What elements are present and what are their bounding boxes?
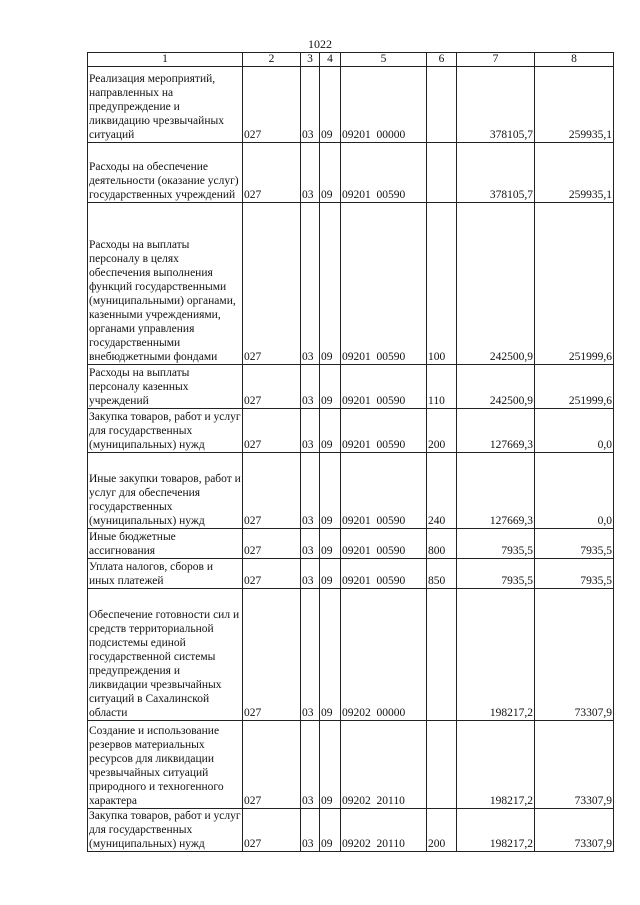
column-header: 1 <box>88 53 243 67</box>
table-row <box>88 453 614 529</box>
row-expense-type-code: 100 <box>427 203 457 365</box>
row-name: Расходы на обеспечение деятельности (оказание услуг) государственных учреждений <box>88 143 243 203</box>
row-name: Иные закупки товаров, работ и услуг для обеспечения государственных (муниципальных) нужд <box>88 453 243 529</box>
row-subsection-code: 09 <box>320 365 341 409</box>
row-value-col7: 198217,2 <box>457 721 535 809</box>
row-grbs-code: 027 <box>243 365 301 409</box>
row-value-col8: 7935,5 <box>535 559 614 589</box>
row-subsection-code: 09 <box>320 203 341 365</box>
row-target-article-code: 09201 00000 <box>341 67 427 143</box>
row-expense-type-code <box>427 143 457 203</box>
row-value-col8: 7935,5 <box>535 529 614 559</box>
row-section-code: 03 <box>301 67 320 143</box>
row-name: Иные бюджетные ассигнования <box>88 529 243 559</box>
column-header: 3 <box>301 53 320 67</box>
row-target-article-code: 09201 00590 <box>341 529 427 559</box>
table-row <box>88 529 614 559</box>
row-section-code: 03 <box>301 589 320 721</box>
row-value-col8: 73307,9 <box>535 589 614 721</box>
budget-table <box>87 52 614 852</box>
row-expense-type-code: 800 <box>427 529 457 559</box>
row-section-code: 03 <box>301 559 320 589</box>
row-section-code: 03 <box>301 143 320 203</box>
row-expense-type-code: 200 <box>427 409 457 453</box>
row-target-article-code: 09201 00590 <box>341 365 427 409</box>
row-name: Расходы на выплаты персоналу казенных учреждений <box>88 365 243 409</box>
row-grbs-code: 027 <box>243 453 301 529</box>
row-subsection-code: 09 <box>320 67 341 143</box>
row-value-col7: 242500,9 <box>457 365 535 409</box>
row-value-col7: 7935,5 <box>457 559 535 589</box>
row-value-col8: 0,0 <box>535 453 614 529</box>
row-grbs-code: 027 <box>243 589 301 721</box>
row-expense-type-code: 110 <box>427 365 457 409</box>
row-grbs-code: 027 <box>243 203 301 365</box>
row-name: Реализация мероприятий, направленных на предупреждение и ликвидацию чрезвычайных ситуаций <box>88 67 243 143</box>
row-value-col8: 73307,9 <box>535 809 614 852</box>
row-subsection-code: 09 <box>320 721 341 809</box>
row-grbs-code: 027 <box>243 529 301 559</box>
row-value-col8: 259935,1 <box>535 143 614 203</box>
row-value-col7: 127669,3 <box>457 453 535 529</box>
row-section-code: 03 <box>301 809 320 852</box>
row-name: Создание и использование резервов материальных ресурсов для ликвидации чрезвычайных ситуаций природного и техногенного характера <box>88 721 243 809</box>
row-grbs-code: 027 <box>243 67 301 143</box>
column-header: 7 <box>457 53 535 67</box>
column-header: 2 <box>243 53 301 67</box>
row-expense-type-code <box>427 67 457 143</box>
row-expense-type-code <box>427 589 457 721</box>
row-name: Закупка товаров, работ и услуг для государственных (муниципальных) нужд <box>89 810 241 850</box>
column-header: 4 <box>320 53 341 67</box>
row-section-code: 03 <box>301 453 320 529</box>
row-target-article-code: 09202 00000 <box>341 589 427 721</box>
row-grbs-code: 027 <box>243 721 301 809</box>
row-section-code: 03 <box>301 365 320 409</box>
page-number: 1022 <box>308 37 332 51</box>
row-subsection-code: 09 <box>320 559 341 589</box>
row-target-article-code: 09201 00590 <box>341 453 427 529</box>
row-target-article-code: 09201 00590 <box>341 143 427 203</box>
row-value-col8: 73307,9 <box>535 721 614 809</box>
row-value-col7: 198217,2 <box>457 809 535 852</box>
table-row <box>88 143 614 203</box>
row-target-article-code: 09202 20110 <box>341 721 427 809</box>
table-row <box>88 67 614 143</box>
row-value-col7: 378105,7 <box>457 143 535 203</box>
row-value-col7: 198217,2 <box>457 589 535 721</box>
row-value-col8: 259935,1 <box>535 67 614 143</box>
row-section-code: 03 <box>301 409 320 453</box>
row-section-code: 03 <box>301 721 320 809</box>
row-value-col7: 7935,5 <box>457 529 535 559</box>
table-row <box>88 365 614 409</box>
table-header-row <box>88 53 614 67</box>
column-header: 8 <box>535 53 614 67</box>
row-target-article-code: 09201 00590 <box>341 409 427 453</box>
row-grbs-code: 027 <box>243 143 301 203</box>
row-value-col7: 127669,3 <box>457 409 535 453</box>
row-section-code: 03 <box>301 203 320 365</box>
row-name: Уплата налогов, сборов и иных платежей <box>88 559 243 589</box>
table-row <box>88 559 614 589</box>
row-subsection-code: 09 <box>320 453 341 529</box>
table-row <box>88 721 614 809</box>
row-expense-type-code: 240 <box>427 453 457 529</box>
row-name: Обеспечение готовности сил и средств территориальной подсистемы единой государственной системы предупреждения и ликвидации чрезвычайных ситуаций в Сахалинской области <box>88 589 243 721</box>
row-target-article-code: 09201 00590 <box>341 203 427 365</box>
column-header: 6 <box>427 53 457 67</box>
row-name: Расходы на выплаты персоналу в целях обеспечения выполнения функций государственными (муниципальными) органами, казенными учреждениями, органами управления государственными внебюджетными фондами <box>88 203 243 365</box>
row-subsection-code: 09 <box>320 143 341 203</box>
row-target-article-code: 09201 00590 <box>341 559 427 589</box>
row-expense-type-code <box>427 721 457 809</box>
row-grbs-code: 027 <box>243 809 301 852</box>
row-name: Закупка товаров, работ и услуг для государственных (муниципальных) нужд <box>88 409 243 453</box>
row-expense-type-code: 200 <box>427 809 457 852</box>
table-row <box>88 589 614 721</box>
row-subsection-code: 09 <box>320 809 341 852</box>
row-section-code: 03 <box>301 529 320 559</box>
table-row <box>88 809 614 852</box>
row-value-col8: 0,0 <box>535 409 614 453</box>
row-value-col8: 251999,6 <box>535 203 614 365</box>
row-grbs-code: 027 <box>243 559 301 589</box>
table-row <box>88 409 614 453</box>
table-row <box>88 203 614 365</box>
row-subsection-code: 09 <box>320 529 341 559</box>
row-grbs-code: 027 <box>243 409 301 453</box>
row-subsection-code: 09 <box>320 589 341 721</box>
row-target-article-code: 09202 20110 <box>341 809 427 852</box>
column-header: 5 <box>341 53 427 67</box>
row-value-col7: 378105,7 <box>457 67 535 143</box>
row-value-col7: 242500,9 <box>457 203 535 365</box>
row-value-col8: 251999,6 <box>535 365 614 409</box>
row-expense-type-code: 850 <box>427 559 457 589</box>
row-subsection-code: 09 <box>320 409 341 453</box>
